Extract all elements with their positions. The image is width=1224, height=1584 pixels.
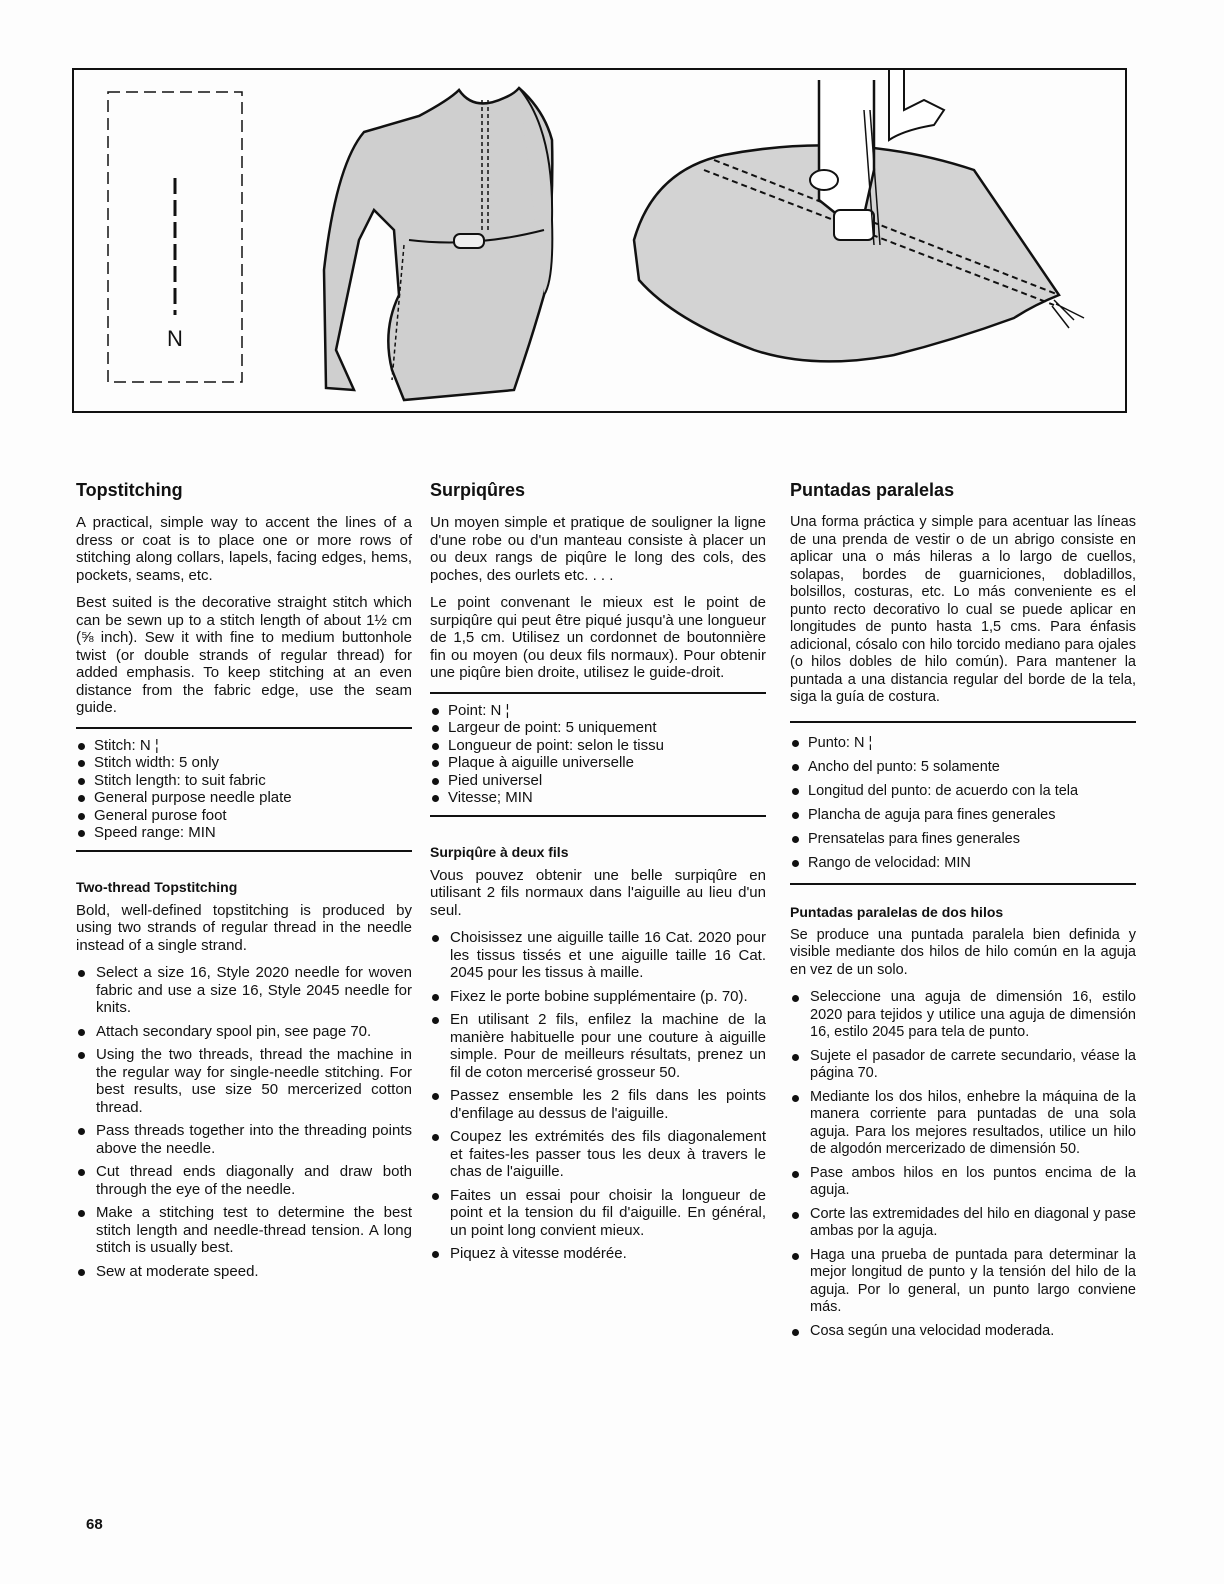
divider — [76, 850, 412, 852]
step-item: Make a stitching test to determine the best stitch length and needle-thread tension. A long stitch is usually best. — [76, 1204, 412, 1257]
stitch-pattern-diagram — [108, 92, 242, 382]
step-item: Fixez le porte bobine supplémentaire (p. 70). — [430, 988, 766, 1006]
subsection-title: Surpiqûre à deux fils — [430, 843, 569, 860]
step-item: Pass threads together into the threading points above the needle. — [76, 1122, 412, 1157]
subsection-title: Two-thread Topstitching — [76, 878, 238, 895]
subsection-intro: Vous pouvez obtenir une belle surpiqûre en utilisant 2 fils normaux dans l'aiguille au lieu d'un seul. — [430, 866, 766, 919]
step-item: Coupez les extrémités des fils diagonalement et faites-les passer tous les deux à travers le chas de l'aiguille. — [430, 1128, 766, 1181]
section-title: Puntadas paralelas — [790, 480, 955, 500]
subsection-intro: Se produce una puntada paralela bien definida y visible mediante dos hilos de hilo común en la aguja en vez de un solo. — [790, 926, 1136, 978]
dress-illustration — [324, 88, 552, 400]
step-item: Haga una prueba de puntada para determinar la mejor longitud de punto y la tensión del hilo de la aguja. Por lo general, un punto largo conviene más. — [790, 1247, 1136, 1317]
french-column — [430, 478, 766, 1269]
intro-paragraph: A practical, simple way to accent the lines of a dress or coat is to place one or more rows of stitching along collars, lapels, facing edges, hems, pockets, seams, etc. — [76, 514, 412, 584]
step-item: Passez ensemble les 2 fils dans les points d'enfilage au dessus de l'aiguille. — [430, 1087, 766, 1122]
illustration — [74, 70, 1125, 411]
subsection-title: Puntadas paralelas de dos hilos — [790, 903, 1004, 920]
settings-list — [76, 737, 412, 842]
settings-list — [430, 702, 766, 807]
spanish-column — [790, 478, 1136, 1346]
step-item: Choisissez une aiguille taille 16 Cat. 2020 pour les tissus tissés et une aiguille taille 16 Cat. 2045 pour les tissus à maille. — [430, 929, 766, 982]
divider — [430, 692, 766, 694]
section-title: Topstitching — [76, 480, 183, 500]
setting-item: Longitud del punto: de acuerdo con la tela — [790, 779, 1136, 803]
setting-item: General purose foot — [76, 807, 412, 825]
steps-list — [790, 989, 1136, 1340]
setting-item: Vitesse; MIN — [430, 789, 766, 807]
sewing-machine-illustration — [634, 70, 1084, 361]
english-column — [76, 478, 412, 1286]
steps-list — [430, 929, 766, 1263]
divider — [430, 815, 766, 817]
setting-item: Prensatelas para fines generales — [790, 827, 1136, 851]
setting-item: Ancho del punto: 5 solamente — [790, 755, 1136, 779]
step-item: Select a size 16, Style 2020 needle for woven fabric and use a size 16, Style 2045 needle for knits. — [76, 964, 412, 1017]
divider — [790, 721, 1136, 723]
step-item: Faites un essai pour choisir la longueur de point et la tension du fil d'aiguille. En général, un point long convient mieux. — [430, 1187, 766, 1240]
step-item: Corte las extremidades del hilo en diagonal y pase ambas por la aguja. — [790, 1206, 1136, 1241]
stitch-symbol: N — [167, 326, 183, 351]
setting-item: General purpose needle plate — [76, 789, 412, 807]
step-item: Sew at moderate speed. — [76, 1263, 412, 1281]
setting-item: Rango de velocidad: MIN — [790, 851, 1136, 875]
intro-paragraph: Le point convenant le mieux est le point de surpiqûre qui peut être piqué jusqu'à une longueur de 1,5 cm. Utilisez un cordonnet de boutonnière fin ou moyen (ou deux fils normaux). Pour obtenir une piqûre bien droite, utilisez le guide-droit. — [430, 594, 766, 681]
setting-item: Plaque à aiguille universelle — [430, 754, 766, 772]
setting-item: Stitch: N ¦ — [76, 737, 412, 755]
setting-item: Pied universel — [430, 772, 766, 790]
setting-item: Stitch width: 5 only — [76, 754, 412, 772]
subsection-intro: Bold, well-defined topstitching is produced by using two strands of regular thread in the needle instead of a single strand. — [76, 901, 412, 954]
section-title: Surpiqûres — [430, 480, 526, 500]
step-item: En utilisant 2 fils, enfilez la machine de la manière habituelle pour une couture à aiguille simple. Pour de meilleurs résultats, prenez un fil de coton mercerisé grosseur 50. — [430, 1011, 766, 1081]
setting-item: Plancha de aguja para fines generales — [790, 803, 1136, 827]
step-item: Using the two threads, thread the machine in the regular way for single-needle stitching. For best results, use size 50 mercerized cotton thread. — [76, 1046, 412, 1116]
setting-item: Point: N ¦ — [430, 702, 766, 720]
setting-item: Longueur de point: selon le tissu — [430, 737, 766, 755]
settings-list — [790, 731, 1136, 875]
step-item: Cut thread ends diagonally and draw both through the eye of the needle. — [76, 1163, 412, 1198]
intro-paragraph: Un moyen simple et pratique de souligner la ligne d'une robe ou d'un manteau consiste à placer un ou deux rangs de piqûre le long des cols, des poches, des ourlets etc. . . . — [430, 514, 766, 584]
step-item: Piquez à vitesse modérée. — [430, 1245, 766, 1263]
step-item: Attach secondary spool pin, see page 70. — [76, 1023, 412, 1041]
steps-list — [76, 964, 412, 1280]
step-item: Cosa según una velocidad moderada. — [790, 1323, 1136, 1341]
setting-item: Largeur de point: 5 uniquement — [430, 719, 766, 737]
step-item: Seleccione una aguja de dimensión 16, estilo 2020 para tejidos y utilice una aguja de dimensión 16, estilo 2045 para tela de punto. — [790, 989, 1136, 1042]
step-item: Sujete el pasador de carrete secundario, véase la página 70. — [790, 1048, 1136, 1083]
step-item: Mediante los dos hilos, enhebre la máquina de la manera corriente para puntadas de una sola aguja. Para los mejores resultados, utilice un hilo de algodón mercerizado de dimensión 50. — [790, 1089, 1136, 1159]
setting-item: Stitch length: to suit fabric — [76, 772, 412, 790]
intro-paragraph: Best suited is the decorative straight stitch which can be sewn up to a stitch length of about 1½ cm (⅝ inch). Sew it with fine to medium buttonhole twist (or double strands of regular thread) for added emphasis. To keep stitching at an even distance from the fabric edge, use the seam guide. — [76, 594, 412, 716]
setting-item: Punto: N ¦ — [790, 731, 1136, 755]
intro-paragraph: Una forma práctica y simple para acentuar las líneas de una prenda de vestir o de un abrigo consiste en aplicar una o más hileras a lo largo de cuellos, solapas, bordes de guarniciones, dobladillos, bolsillos, costuras, etc. Lo más conveniente es el punto recto decorativo lo cual se puede aplicar en longitudes de punto hasta 1,5 cms. Para énfasis adicional, cósalo con hilo torcido mediano para ojales (o hilos dobles de hilo común). Para mantener la puntada a una distancia regular del borde de la tela, siga la guía de costura. — [790, 514, 1136, 705]
setting-item: Speed range: MIN — [76, 824, 412, 842]
divider — [76, 727, 412, 729]
divider — [790, 883, 1136, 885]
illustration-frame — [72, 68, 1127, 413]
step-item: Pase ambos hilos en los puntos encima de la aguja. — [790, 1165, 1136, 1200]
page-number: 68 — [86, 1516, 103, 1533]
